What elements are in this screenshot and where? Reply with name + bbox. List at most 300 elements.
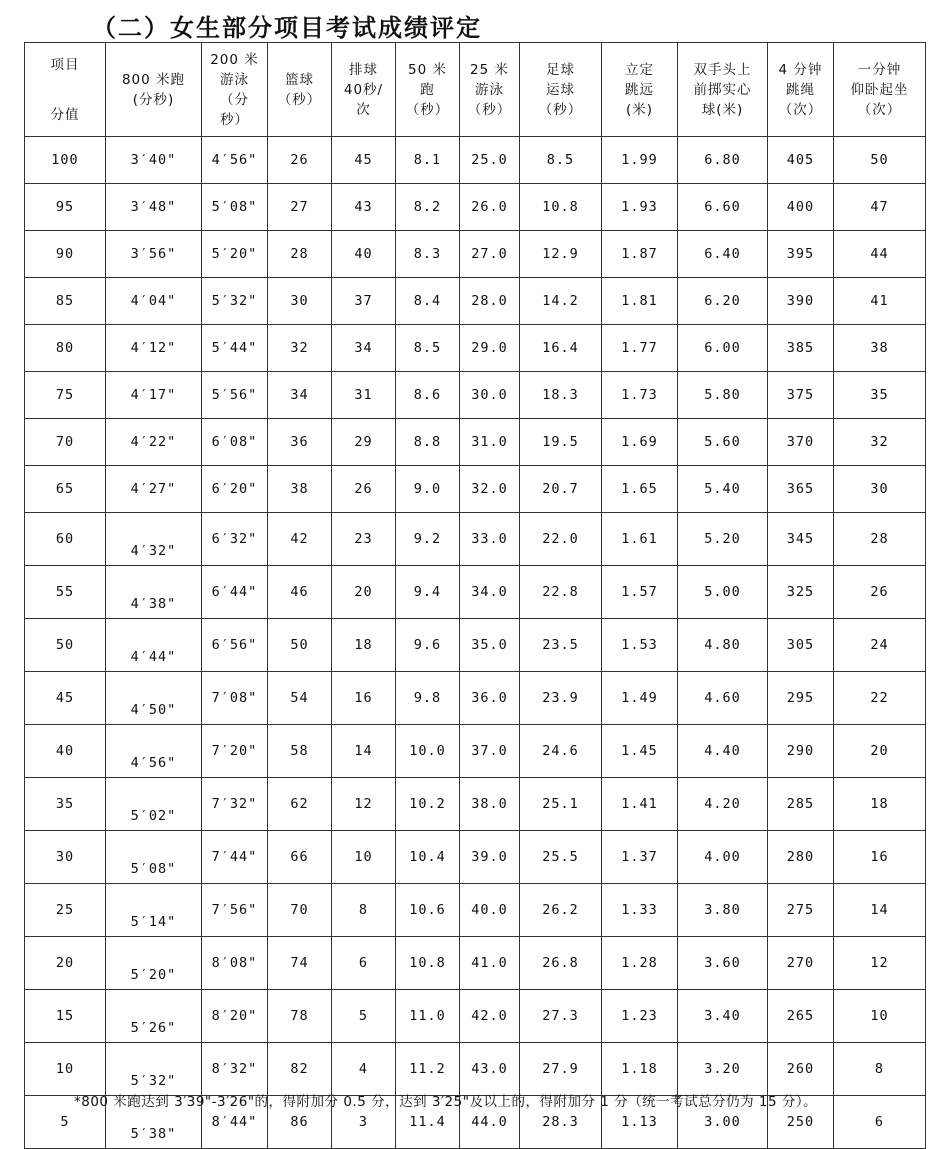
table-cell: 1.99 xyxy=(602,137,678,184)
column-header xyxy=(396,43,460,137)
table-cell: 25.1 xyxy=(520,778,602,831)
table-cell: 45 xyxy=(25,672,106,725)
table-cell: 8.8 xyxy=(396,419,460,466)
table-cell: 8.5 xyxy=(396,325,460,372)
table-cell: 74 xyxy=(268,937,332,990)
table-cell: 24 xyxy=(834,619,926,672)
table-cell: 26.2 xyxy=(520,884,602,937)
table-cell: 24.6 xyxy=(520,725,602,778)
table-cell: 395 xyxy=(768,231,834,278)
column-header-line: 游泳 xyxy=(220,71,249,88)
table-cell: 3.20 xyxy=(678,1043,768,1096)
table-cell: 11.4 xyxy=(396,1096,460,1149)
column-header xyxy=(25,43,106,137)
table-cell: 33.0 xyxy=(460,513,520,566)
table-cell: 5′20" xyxy=(202,231,268,278)
table-cell: 1.13 xyxy=(602,1096,678,1149)
table-cell: 58 xyxy=(268,725,332,778)
table-cell: 46 xyxy=(268,566,332,619)
table-cell: 50 xyxy=(834,137,926,184)
table-cell: 9.0 xyxy=(396,466,460,513)
column-header-line: 50 米 xyxy=(408,61,447,78)
table-row xyxy=(25,419,926,466)
table-cell: 10.8 xyxy=(520,184,602,231)
table-cell: 6.80 xyxy=(678,137,768,184)
table-cell: 75 xyxy=(25,372,106,419)
table-cell: 4′12" xyxy=(106,325,202,372)
table-cell: 32.0 xyxy=(460,466,520,513)
table-cell: 35 xyxy=(25,778,106,831)
column-header-line: （秒） xyxy=(405,101,450,118)
table-cell: 4 xyxy=(332,1043,396,1096)
column-header-line: （秒） xyxy=(277,91,322,108)
page-title: （二）女生部分项目考试成绩评定 xyxy=(92,14,482,42)
table-cell: 10.8 xyxy=(396,937,460,990)
table-cell: 10 xyxy=(332,831,396,884)
table-cell: 4′56" xyxy=(202,137,268,184)
table-cell: 39.0 xyxy=(460,831,520,884)
table-cell: 345 xyxy=(768,513,834,566)
table-cell: 6′20" xyxy=(202,466,268,513)
table-cell: 30 xyxy=(834,466,926,513)
table-cell: 22 xyxy=(834,672,926,725)
table-cell: 3′48" xyxy=(106,184,202,231)
table-cell: 55 xyxy=(25,566,106,619)
table-cell: 41.0 xyxy=(460,937,520,990)
table-cell: 4′04" xyxy=(106,278,202,325)
table-cell: 34.0 xyxy=(460,566,520,619)
table-cell: 9.4 xyxy=(396,566,460,619)
table-cell: 1.49 xyxy=(602,672,678,725)
table-cell: 50 xyxy=(25,619,106,672)
table-row xyxy=(25,184,926,231)
table-cell: 16 xyxy=(834,831,926,884)
table-cell: 365 xyxy=(768,466,834,513)
column-header-line: 一分钟 xyxy=(857,61,902,78)
table-cell: 23.5 xyxy=(520,619,602,672)
table-cell: 3.80 xyxy=(678,884,768,937)
table-cell: 4.00 xyxy=(678,831,768,884)
column-header xyxy=(520,43,602,137)
column-header-line: 跳远 xyxy=(625,81,654,98)
table-cell: 265 xyxy=(768,990,834,1043)
table-cell: 1.53 xyxy=(602,619,678,672)
table-cell: 35.0 xyxy=(460,619,520,672)
table-cell: 22.8 xyxy=(520,566,602,619)
table-body xyxy=(25,137,926,1149)
table-cell: 28 xyxy=(834,513,926,566)
table-cell: 4′17" xyxy=(106,372,202,419)
table-cell: 27.0 xyxy=(460,231,520,278)
score-table xyxy=(24,42,926,1149)
table-cell: 3 xyxy=(332,1096,396,1149)
table-cell: 18 xyxy=(332,619,396,672)
table-cell: 4.40 xyxy=(678,725,768,778)
table-cell: 20.7 xyxy=(520,466,602,513)
table-cell: 3.40 xyxy=(678,990,768,1043)
column-header-line: 立定 xyxy=(625,61,654,78)
table-cell: 38.0 xyxy=(460,778,520,831)
table-cell: 5′32" xyxy=(202,278,268,325)
table-row xyxy=(25,884,926,937)
table-row xyxy=(25,990,926,1043)
table-cell: 25 xyxy=(25,884,106,937)
table-cell: 4′27" xyxy=(106,466,202,513)
table-cell: 8′32" xyxy=(202,1043,268,1096)
table-cell: 5′56" xyxy=(202,372,268,419)
table-cell: 44.0 xyxy=(460,1096,520,1149)
table-cell: 7′32" xyxy=(202,778,268,831)
column-header-line: 项目 xyxy=(50,56,80,73)
table-cell: 31 xyxy=(332,372,396,419)
table-cell: 26 xyxy=(834,566,926,619)
table-cell: 27 xyxy=(268,184,332,231)
table-row xyxy=(25,372,926,419)
table-cell: 1.45 xyxy=(602,725,678,778)
table-cell: 6′44" xyxy=(202,566,268,619)
table-row xyxy=(25,325,926,372)
table-cell: 29 xyxy=(332,419,396,466)
table-cell: 42 xyxy=(268,513,332,566)
table-cell: 16.4 xyxy=(520,325,602,372)
table-cell: 54 xyxy=(268,672,332,725)
column-header-line: 足球 xyxy=(546,61,575,78)
table-cell: 1.65 xyxy=(602,466,678,513)
table-row xyxy=(25,1043,926,1096)
table-cell: 14 xyxy=(332,725,396,778)
table-cell: 12 xyxy=(834,937,926,990)
table-cell: 40 xyxy=(332,231,396,278)
table-cell: 6.00 xyxy=(678,325,768,372)
table-cell: 95 xyxy=(25,184,106,231)
table-cell: 78 xyxy=(268,990,332,1043)
table-cell: 5′32" xyxy=(106,1043,202,1096)
column-header xyxy=(460,43,520,137)
column-header-line: 25 米 xyxy=(470,61,509,78)
table-cell: 1.18 xyxy=(602,1043,678,1096)
table-cell: 8.5 xyxy=(520,137,602,184)
table-cell: 8.1 xyxy=(396,137,460,184)
table-cell: 31.0 xyxy=(460,419,520,466)
table-cell: 6.40 xyxy=(678,231,768,278)
table-cell: 5.20 xyxy=(678,513,768,566)
table-row xyxy=(25,278,926,325)
column-header-line: 跑 xyxy=(420,81,435,98)
column-header-line: 排球 xyxy=(349,61,378,78)
table-cell: 250 xyxy=(768,1096,834,1149)
table-cell: 26 xyxy=(268,137,332,184)
column-header-line: 球(米) xyxy=(701,101,744,118)
column-header-line: 200 米 xyxy=(210,51,259,68)
table-cell: 1.28 xyxy=(602,937,678,990)
table-cell: 38 xyxy=(268,466,332,513)
table-cell: 70 xyxy=(268,884,332,937)
table-cell: 5′38" xyxy=(106,1096,202,1149)
table-row xyxy=(25,725,926,778)
table-cell: 16 xyxy=(332,672,396,725)
table-cell: 6′56" xyxy=(202,619,268,672)
table-cell: 100 xyxy=(25,137,106,184)
table-cell: 295 xyxy=(768,672,834,725)
table-cell: 9.8 xyxy=(396,672,460,725)
table-cell: 30 xyxy=(268,278,332,325)
table-cell: 82 xyxy=(268,1043,332,1096)
table-cell: 1.37 xyxy=(602,831,678,884)
table-cell: 8.6 xyxy=(396,372,460,419)
table-cell: 4.20 xyxy=(678,778,768,831)
table-cell: 18 xyxy=(834,778,926,831)
table-cell: 8 xyxy=(834,1043,926,1096)
table-cell: 270 xyxy=(768,937,834,990)
column-header-line: （次） xyxy=(857,101,902,118)
table-cell: 8′08" xyxy=(202,937,268,990)
table-cell: 23.9 xyxy=(520,672,602,725)
table-cell: 1.41 xyxy=(602,778,678,831)
table-cell: 40.0 xyxy=(460,884,520,937)
table-cell: 4′22" xyxy=(106,419,202,466)
table-cell: 370 xyxy=(768,419,834,466)
table-cell: 1.73 xyxy=(602,372,678,419)
table-cell: 37.0 xyxy=(460,725,520,778)
table-cell: 20 xyxy=(25,937,106,990)
table-cell: 36 xyxy=(268,419,332,466)
table-cell: 1.87 xyxy=(602,231,678,278)
table-row xyxy=(25,566,926,619)
table-cell: 1.61 xyxy=(602,513,678,566)
table-cell: 6.20 xyxy=(678,278,768,325)
table-cell: 5 xyxy=(25,1096,106,1149)
table-cell: 10.6 xyxy=(396,884,460,937)
table-cell: 1.93 xyxy=(602,184,678,231)
table-cell: 41 xyxy=(834,278,926,325)
table-header xyxy=(25,43,926,137)
table-cell: 40 xyxy=(25,725,106,778)
table-cell: 86 xyxy=(268,1096,332,1149)
table-cell: 66 xyxy=(268,831,332,884)
table-cell: 4′32" xyxy=(106,513,202,566)
column-header-line: 前掷实心 xyxy=(693,81,752,98)
table-row xyxy=(25,831,926,884)
column-header-line: 双手头上 xyxy=(693,61,752,78)
table-cell: 5′44" xyxy=(202,325,268,372)
table-cell: 32 xyxy=(268,325,332,372)
table-cell: 43.0 xyxy=(460,1043,520,1096)
table-cell: 6 xyxy=(834,1096,926,1149)
table-cell: 42.0 xyxy=(460,990,520,1043)
table-cell: 5′08" xyxy=(202,184,268,231)
table-row xyxy=(25,137,926,184)
table-cell: 10 xyxy=(25,1043,106,1096)
table-cell: 26.8 xyxy=(520,937,602,990)
table-cell: 305 xyxy=(768,619,834,672)
column-header-line: 分值 xyxy=(50,106,80,123)
table-cell: 28.3 xyxy=(520,1096,602,1149)
table-cell: 5.00 xyxy=(678,566,768,619)
table-cell: 1.69 xyxy=(602,419,678,466)
table-cell: 3′56" xyxy=(106,231,202,278)
table-cell: 10.2 xyxy=(396,778,460,831)
table-cell: 27.9 xyxy=(520,1043,602,1096)
column-header-line: 游泳 xyxy=(475,81,504,98)
table-cell: 90 xyxy=(25,231,106,278)
table-cell: 50 xyxy=(268,619,332,672)
table-cell: 5.80 xyxy=(678,372,768,419)
column-header xyxy=(678,43,768,137)
table-cell: 290 xyxy=(768,725,834,778)
table-cell: 34 xyxy=(332,325,396,372)
table-cell: 70 xyxy=(25,419,106,466)
table-cell: 5′02" xyxy=(106,778,202,831)
column-header-line: 次 xyxy=(356,101,371,118)
table-cell: 32 xyxy=(834,419,926,466)
table-cell: 35 xyxy=(834,372,926,419)
table-cell: 280 xyxy=(768,831,834,884)
table-cell: 26 xyxy=(332,466,396,513)
table-cell: 10 xyxy=(834,990,926,1043)
column-header-line: 篮球 xyxy=(285,71,314,88)
table-row xyxy=(25,937,926,990)
table-cell: 8.2 xyxy=(396,184,460,231)
table-cell: 385 xyxy=(768,325,834,372)
table-cell: 14.2 xyxy=(520,278,602,325)
column-header xyxy=(202,43,268,137)
column-header-line: 仰卧起坐 xyxy=(850,81,909,98)
column-header-line: （秒） xyxy=(467,101,512,118)
table-cell: 1.81 xyxy=(602,278,678,325)
table-cell: 11.0 xyxy=(396,990,460,1043)
table-cell: 5′08" xyxy=(106,831,202,884)
table-cell: 80 xyxy=(25,325,106,372)
column-header-line: 秒） xyxy=(220,111,249,128)
table-cell: 6′32" xyxy=(202,513,268,566)
table-cell: 85 xyxy=(25,278,106,325)
table-cell: 6′08" xyxy=(202,419,268,466)
table-cell: 4.80 xyxy=(678,619,768,672)
table-cell: 3.00 xyxy=(678,1096,768,1149)
table-cell: 7′44" xyxy=(202,831,268,884)
table-cell: 8′20" xyxy=(202,990,268,1043)
table-cell: 1.57 xyxy=(602,566,678,619)
table-row xyxy=(25,778,926,831)
table-cell: 5.40 xyxy=(678,466,768,513)
column-header-line: （分 xyxy=(220,91,249,108)
table-cell: 19.5 xyxy=(520,419,602,466)
table-cell: 27.3 xyxy=(520,990,602,1043)
table-cell: 45 xyxy=(332,137,396,184)
column-header xyxy=(768,43,834,137)
table-cell: 22.0 xyxy=(520,513,602,566)
column-header xyxy=(106,43,202,137)
table-cell: 14 xyxy=(834,884,926,937)
column-header-line: (分秒) xyxy=(132,91,175,108)
table-cell: 36.0 xyxy=(460,672,520,725)
table-cell: 15 xyxy=(25,990,106,1043)
column-header-line: 800 米跑 xyxy=(121,71,186,88)
table-cell: 5 xyxy=(332,990,396,1043)
table-cell: 390 xyxy=(768,278,834,325)
table-cell: 26.0 xyxy=(460,184,520,231)
column-header-line: (米) xyxy=(625,101,654,118)
table-cell: 7′20" xyxy=(202,725,268,778)
table-cell: 43 xyxy=(332,184,396,231)
table-cell: 44 xyxy=(834,231,926,278)
table-cell: 4.60 xyxy=(678,672,768,725)
table-cell: 8.4 xyxy=(396,278,460,325)
table-cell: 3′40" xyxy=(106,137,202,184)
table-cell: 30 xyxy=(25,831,106,884)
table-cell: 10.0 xyxy=(396,725,460,778)
table-cell: 28.0 xyxy=(460,278,520,325)
table-cell: 6.60 xyxy=(678,184,768,231)
column-header xyxy=(268,43,332,137)
table-cell: 12.9 xyxy=(520,231,602,278)
column-header xyxy=(332,43,396,137)
table-cell: 20 xyxy=(834,725,926,778)
table-cell: 20 xyxy=(332,566,396,619)
table-cell: 18.3 xyxy=(520,372,602,419)
table-cell: 285 xyxy=(768,778,834,831)
table-cell: 47 xyxy=(834,184,926,231)
table-cell: 8 xyxy=(332,884,396,937)
table-cell: 5′14" xyxy=(106,884,202,937)
table-cell: 23 xyxy=(332,513,396,566)
column-header-line: （秒） xyxy=(538,101,583,118)
column-header-line: 4 分钟 xyxy=(778,61,823,78)
table-cell: 9.2 xyxy=(396,513,460,566)
column-header xyxy=(834,43,926,137)
table-row xyxy=(25,466,926,513)
table-cell: 400 xyxy=(768,184,834,231)
table-cell: 7′56" xyxy=(202,884,268,937)
table-cell: 4′44" xyxy=(106,619,202,672)
table-row xyxy=(25,231,926,278)
column-header-line: 40秒/ xyxy=(343,81,384,98)
table-cell: 5.60 xyxy=(678,419,768,466)
table-cell: 1.77 xyxy=(602,325,678,372)
table-cell: 30.0 xyxy=(460,372,520,419)
table-cell: 12 xyxy=(332,778,396,831)
table-cell: 325 xyxy=(768,566,834,619)
table-row xyxy=(25,513,926,566)
table-cell: 10.4 xyxy=(396,831,460,884)
table-cell: 405 xyxy=(768,137,834,184)
table-cell: 62 xyxy=(268,778,332,831)
table-cell: 38 xyxy=(834,325,926,372)
table-cell: 275 xyxy=(768,884,834,937)
table-cell: 25.5 xyxy=(520,831,602,884)
table-row xyxy=(25,672,926,725)
table-cell: 1.33 xyxy=(602,884,678,937)
table-cell: 11.2 xyxy=(396,1043,460,1096)
table-cell: 4′56" xyxy=(106,725,202,778)
table-cell: 5′26" xyxy=(106,990,202,1043)
table-cell: 37 xyxy=(332,278,396,325)
column-header xyxy=(602,43,678,137)
table-cell: 7′08" xyxy=(202,672,268,725)
table-cell: 3.60 xyxy=(678,937,768,990)
table-cell: 34 xyxy=(268,372,332,419)
table-cell: 8′44" xyxy=(202,1096,268,1149)
table-cell: 4′38" xyxy=(106,566,202,619)
table-cell: 1.23 xyxy=(602,990,678,1043)
table-cell: 4′50" xyxy=(106,672,202,725)
footnote: *800 米跑达到 3′39"-3′26"的，得附加分 0.5 分，达到 3′25"及以上的，得附加分 1 分（统一考试总分仍为 15 分）。 xyxy=(74,1094,818,1110)
column-header-line: 跳绳 xyxy=(786,81,815,98)
table-cell: 28 xyxy=(268,231,332,278)
table-cell: 60 xyxy=(25,513,106,566)
table-cell: 375 xyxy=(768,372,834,419)
table-cell: 29.0 xyxy=(460,325,520,372)
